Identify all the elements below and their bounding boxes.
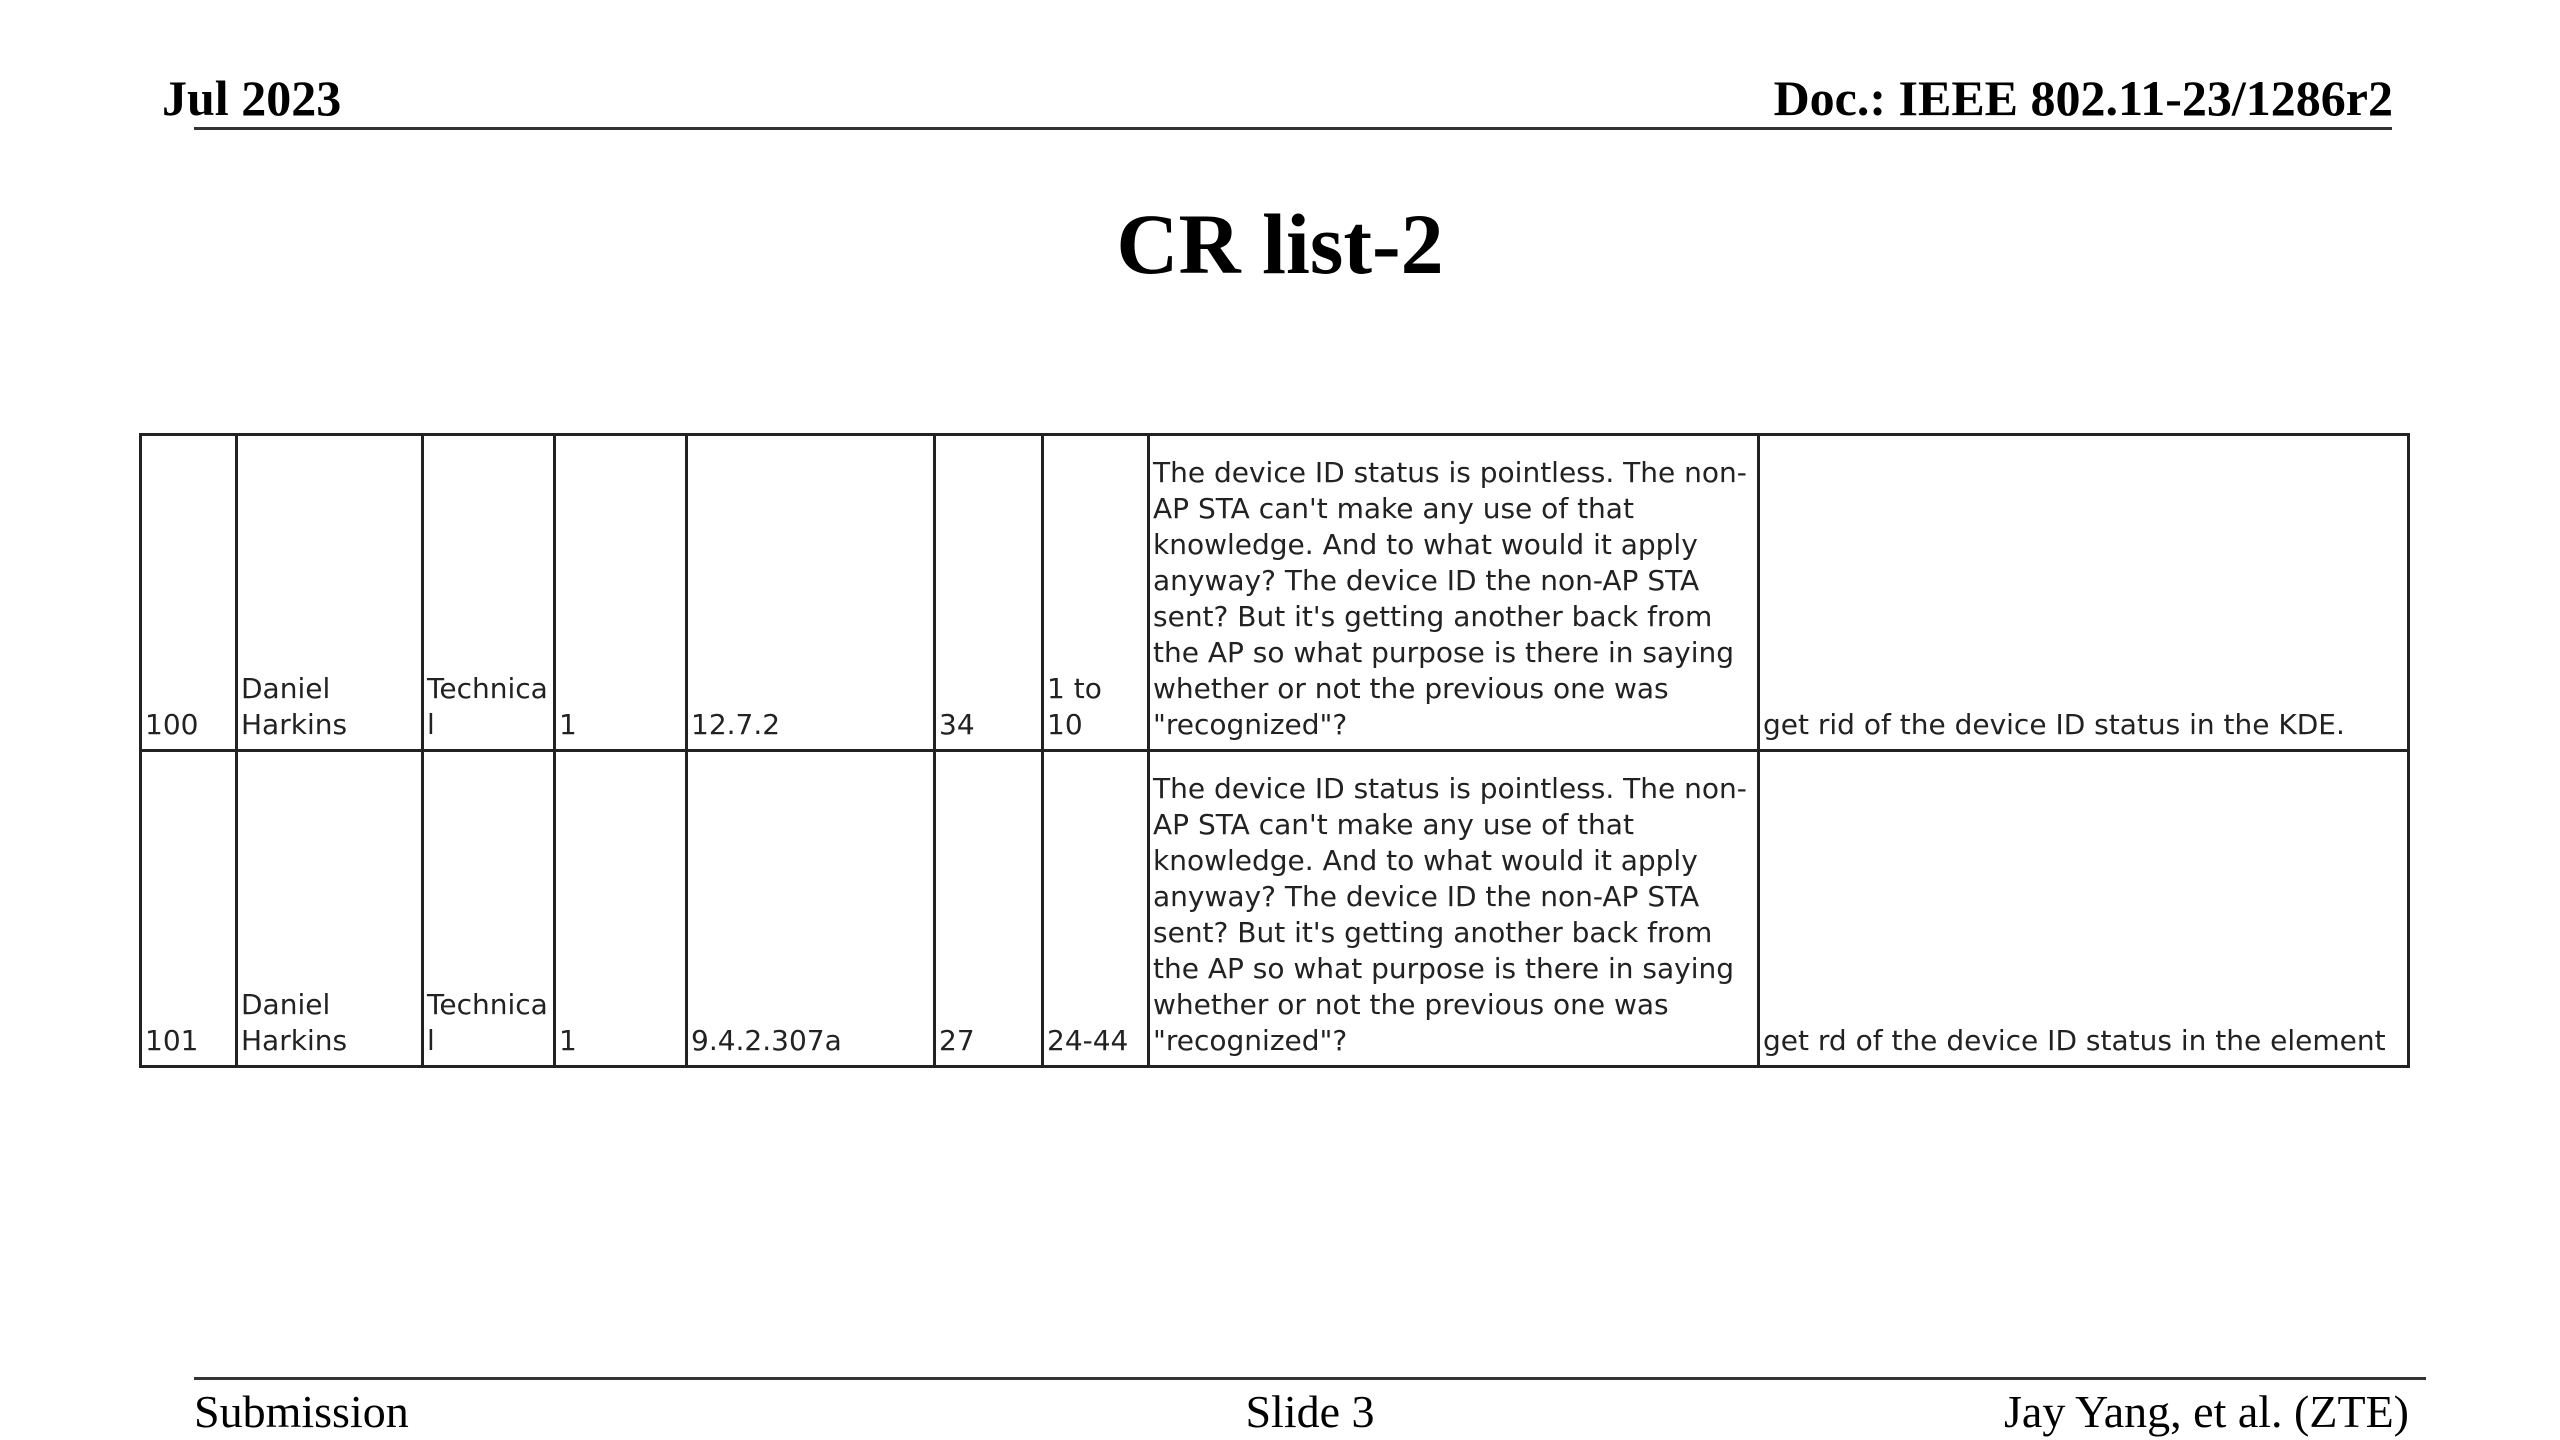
type-cell: Technical (423, 751, 555, 1067)
header-divider (194, 127, 2392, 130)
line-cell: 24-44 (1043, 751, 1149, 1067)
clause-cell: 12.7.2 (687, 435, 935, 751)
must-satisfy-cell: 1 (555, 751, 687, 1067)
comment-cell: The device ID status is pointless. The non-AP STA can't make any use of that knowledge. And to what would it apply anyway? The device ID the non-AP STA sent? But it's getting another back from the AP so what purpose is there in saying whether or not the previous one was "recognized"? (1149, 435, 1759, 751)
slide-title: CR list-2 (1116, 196, 1444, 292)
commenter-cell: Daniel Harkins (237, 751, 423, 1067)
page-cell: 27 (935, 751, 1043, 1067)
footer-divider (194, 1377, 2426, 1380)
line-cell: 1 to 10 (1043, 435, 1149, 751)
comment-cell: The device ID status is pointless. The non-AP STA can't make any use of that knowledge. And to what would it apply anyway? The device ID the non-AP STA sent? But it's getting another back from the AP so what purpose is there in saying whether or not the previous one was "recognized"? (1149, 751, 1759, 1067)
header-doc-number: Doc.: IEEE 802.11-23/1286r2 (1773, 70, 2393, 126)
proposed-change-cell: get rid of the device ID status in the KDE. (1759, 435, 2409, 751)
page-cell: 34 (935, 435, 1043, 751)
footer-submission: Submission (194, 1386, 409, 1437)
cid-cell: 100 (141, 435, 237, 751)
comment-resolution-table (139, 433, 2410, 1068)
commenter-cell: Daniel Harkins (237, 435, 423, 751)
type-cell: Technical (423, 435, 555, 751)
clause-cell: 9.4.2.307a (687, 751, 935, 1067)
table-row (141, 435, 2409, 751)
header-date: Jul 2023 (162, 70, 342, 126)
cid-cell: 101 (141, 751, 237, 1067)
footer-slide-number: Slide 3 (1245, 1386, 1375, 1437)
must-satisfy-cell: 1 (555, 435, 687, 751)
table-row (141, 751, 2409, 1067)
footer-author: Jay Yang, et al. (ZTE) (2004, 1386, 2409, 1437)
proposed-change-cell: get rd of the device ID status in the element (1759, 751, 2409, 1067)
